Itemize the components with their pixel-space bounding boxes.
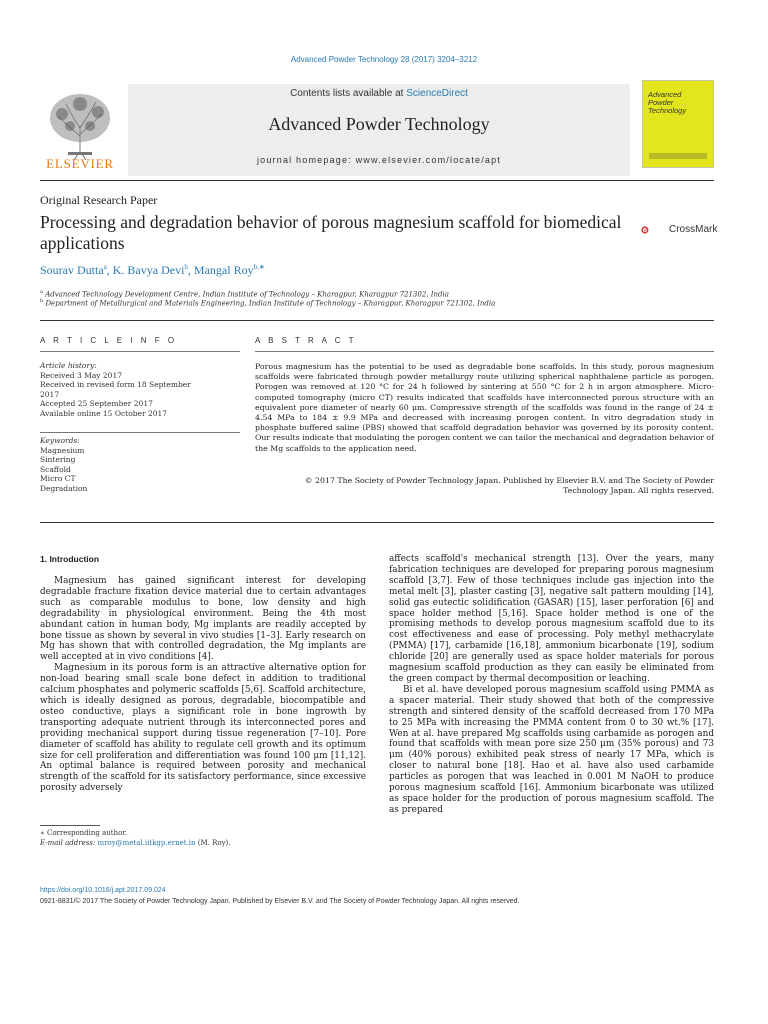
article-info-heading: A R T I C L E I N F O [40, 336, 178, 345]
author-name[interactable]: Sourav Dutta [40, 263, 104, 277]
body-paragraph: Magnesium has gained significant interest for developing degradable fracture fixation device material due to certain advantages such as comparable modulus to bone, low density and high degradability in physiological environment. Being the 4th most abundant cation in human body, Mg implants are readily accepted by bone tissue as shown by several in vivo studies [1–3]. Early research on Mg has shown that with controlled degradation, the Mg implants are well accepted at in vivo conditions [4]. [40, 576, 366, 663]
corresponding-author-note: ∗ Corresponding author. [40, 829, 128, 837]
history-item: Available online 15 October 2017 [40, 408, 168, 418]
body-paragraph: Bi et al. have developed porous magnesium scaffold using PMMA as a spacer material. Their study showed that both of the compressive strength and sintered density of the scaffold decreased from 170 MPa to 25 MPa with increasing the PMMA content from 0 to 30 wt.% [17]. Wen at al. have prepared Mg scaffolds using carbamide as porogen and found that scaffolds with mean pore size 250 μm (35% porous) and 73 μm (40% porous) exhibited peak stress of nearly 17 MPa, which is closer to natural bone [18]. Hao et al. have also used carbamide particles as porogen that was leached in 0.001 M NaOH to produce porous magnesium scaffold [16]. Ammonium bicarbonate was utilized as space holder for the production of porous magnesium scaffold. The as prepared [389, 684, 714, 815]
cover-strip [649, 153, 707, 159]
abstract-text: Porous magnesium has the potential to be used as degradable bone scaffolds. In this study, porous magnesium scaffolds were fabricated through powder metallurgy route utilizing spherical naphthalene particle as porogen. Porogen was removed at 120 °C for 24 h followed by sintering at 550 °C for 2 h in argon atmosphere. Micro-computed tomography (micro CT) results indicated that scaffolds have interconnected porous structure with an equivalent pore diameter of nearly 60 μm. Compressive strength of the scaffolds was found in the range of 24 ± 4.54 MPa to 184 ± 9.9 MPa and decreased with increasing porogen content. In vitro degradation study in phosphate buffered saline (PBS) showed that scaffold degradation behavior was governed by its porosity content. Our results indicate that modulating the porogen content we can tailor the mechanical and degradation behavior of the Mg scaffolds to the application need. [255, 362, 714, 453]
meta-rule [40, 320, 714, 321]
history-item: Received 3 May 2017 [40, 370, 122, 380]
doi-link[interactable]: https://doi.org/10.1016/j.apt.2017.09.024 [40, 887, 166, 894]
keyword: Scaffold [40, 464, 71, 474]
section-heading-introduction: 1. Introduction [40, 554, 100, 564]
header-rule [40, 180, 714, 181]
email-link[interactable]: mroy@metal.iitkgp.ernet.in [97, 839, 196, 847]
history-item: Received in revised form 18 September [40, 380, 191, 390]
journal-title: Advanced Powder Technology [268, 114, 490, 134]
email-footnote: E-mail address: mroy@metal.iitkgp.ernet.in (M. Roy). [40, 839, 231, 847]
crossmark-label[interactable]: CrossMark [669, 224, 718, 235]
keyword: Micro CT [40, 474, 76, 484]
author-list: Sourav Dutta$^a$, K. Bavya Devi$^b$, Mangal Roy$^{b,∗}$ [40, 263, 265, 277]
keyword: Sintering [40, 455, 76, 465]
keywords-rule [40, 432, 240, 433]
keywords-label: Keywords: [40, 436, 80, 445]
keyword: Degradation [40, 483, 88, 493]
keyword: Magnesium [40, 445, 85, 455]
left-column [40, 576, 366, 794]
crossmark-icon[interactable] [641, 218, 667, 242]
history-label: Article history: [40, 361, 97, 370]
elsevier-wordmark: ELSEVIER [46, 156, 114, 171]
history-item: Accepted 25 September 2017 [40, 399, 153, 409]
abstract-copyright: © 2017 The Society of Powder Technology Japan. Published by Elsevier B.V. and The Society of Powder Technology Japan. All rights reserved. [304, 476, 714, 496]
article-title: Processing and degradation behavior of porous magnesium scaffold for biomedical applications [40, 212, 622, 253]
author-name[interactable]: K. Bavya Devi [112, 263, 185, 277]
sciencedirect-link[interactable]: ScienceDirect [406, 88, 468, 99]
abstract-bottom-rule [40, 522, 714, 523]
journal-reference[interactable]: Advanced Powder Technology 28 (2017) 3204–3212 [290, 55, 478, 64]
article-type: Original Research Paper [40, 193, 158, 207]
article-history [40, 361, 240, 419]
affiliation: $^a$ Advanced Technology Development Centre, Indian Institute of Technology – Kharagpur, Kharagpur 721302, India [40, 289, 449, 299]
right-column [389, 554, 714, 816]
keywords-block [40, 436, 240, 494]
contents-prefix: Contents lists available at [290, 88, 407, 99]
body-paragraph: affects scaffold's mechanical strength [13]. Over the years, many fabrication techniques are developed for preparing porous magnesium scaffold [3,7]. Few of those techniques include gas injection into the metal melt [3], plaster casting [3], negative salt pattern moulding [14], solid gas eutectic solidification (GASAR) [15], laser perforation [6] and space holder method [5,16]. Space holder method is one of the promising methods to develop porous magnesium scaffold due to its cost effectiveness and ease of processing. Poly methyl methacrylate (PMMA) [17], carbamide [16,18], ammonium bicarbonate [19], sodium chloride [20] are generally used as space holder materials for porous magnesium scaffold production as they can easily be eliminated from the green compact by thermal decomposition or leaching. [389, 554, 714, 684]
contents-available-line [128, 88, 630, 99]
article-info-rule [40, 351, 240, 352]
journal-cover-thumbnail[interactable] [642, 80, 714, 168]
body-paragraph: Magnesium in its porous form is an attractive alternative option for non-load bearing small scale bone defect in addition to traditional calcium phosphates and polymeric scaffolds [5,6]. Scaffold architecture, which is ideally designed as porous, degradable, biocompatible and osteo conductive, plays a significant role in bone ingrowth by transporting adequate nutrient through its interconnected pores and providing mechanical support during tissue regeneration [7–10]. Pore diameter of scaffold has ability to regulate cell growth and its optimum size for cell proliferation and differentiation was found 100 μm [11,12]. An optimal balance is required between porosity and mechanical strength of the scaffold for its satisfactory performance, since excessive porosity adversely [40, 663, 366, 794]
author-name[interactable]: Mangal Roy [193, 263, 254, 277]
history-item: 2017 [40, 389, 60, 399]
affiliation: $^b$ Department of Metallurgical and Materials Engineering, Indian Institute of Technology – Kharagpur, Kharagpur 721302, India [40, 298, 496, 308]
cover-title: Advanced Powder Technology [648, 90, 687, 115]
abstract-heading: A B S T R A C T [255, 336, 357, 345]
issn-copyright: 0921-8831/© 2017 The Society of Powder Technology Japan. Published by Elsevier B.V. and The Society of Powder Technology Japan. All rights reserved. [40, 898, 520, 905]
footnote-rule [40, 825, 100, 826]
journal-homepage[interactable]: journal homepage: www.elsevier.com/locate/apt [256, 155, 502, 165]
abstract-rule [255, 351, 714, 352]
